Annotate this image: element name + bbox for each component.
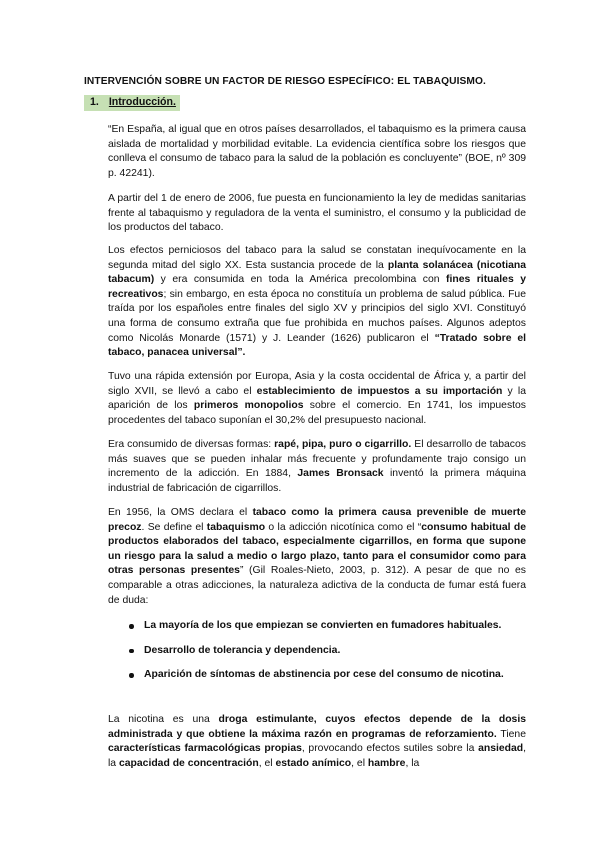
section-number: 1. <box>90 96 99 108</box>
paragraph-history: Los efectos perniciosos del tabaco para la salud se constatan inequívocamente en la segunda mitad del siglo XX. Esta sustancia procede de la planta solanácea (nicotiana tabacum) y era consumida en toda la América precolombina con fines rituales y recreativos; sin embargo, en esta época no constituía un problema de salud pública. Fue traída por los españoles entre finales del siglo XV y principios del siglo XVI. Constituyó una forma de consumo extraña que fue prohibida en muchos países. Algunos adeptos como Nicolás Monarde (1571) y J. Leander (1626) publicaron el “Tratado sobre el tabaco, panacea universal”. <box>108 245 526 359</box>
list-item: Desarrollo de tolerancia y dependencia. <box>108 644 526 659</box>
section-heading <box>84 95 180 111</box>
paragraph-who: En 1956, la OMS declara el tabaco como la primera causa prevenible de muerte precoz. Se define el tabaquismo o la adicción nicotínica como el “consumo habitual de productos elaborados del tabaco, especialmente cigarrillos, en forma que supone un riesgo para la salud a medio o largo plazo, tanto para el consumidor como para otras personas presentes” (Gil Roales-Nieto, 2003, p. 312). A pesar de que no es comparable a otras adicciones, la naturaleza adictiva de la conducta de fumar está fuera de duda: <box>108 507 527 606</box>
paragraph-quote: “En España, al igual que en otros países desarrollados, el tabaquismo es la primera causa aislada de mortalidad y morbilidad evitable. La evidencia científica sobre los riesgos que conlleva el consumo de tabaco para la salud de la población es concluyente” (BOE, nº 309 p. 42241). <box>108 124 526 179</box>
bullet-icon <box>129 673 134 678</box>
paragraph-nicotine: La nicotina es una droga estimulante, cuyos efectos depende de la dosis administrada y que obtiene la máxima razón en programas de reforzamiento. Tiene características farmacológicas propias, provocando efectos sutiles sobre la ansiedad, la capacidad de concentración, el estado anímico, el hambre, la <box>108 714 526 769</box>
addiction-list <box>108 619 526 693</box>
document-title: INTERVENCIÓN SOBRE UN FACTOR DE RIESGO ESPECÍFICO: EL TABAQUISMO. <box>84 76 486 87</box>
paragraph-expansion: Tuvo una rápida extensión por Europa, Asia y la costa occidental de África y, a partir del siglo XVII, se llevó a cabo el establecimiento de impuestos a su importación y la aparición de los primeros monopolios sobre el comercio. En 1741, los impuestos procedentes del tabaco suponían el 30,2% del presupuesto nacional. <box>108 371 526 426</box>
list-item: La mayoría de los que empiezan se convierten en fumadores habituales. <box>108 619 526 634</box>
list-item: Aparición de síntomas de abstinencia por cese del consumo de nicotina. <box>108 668 526 683</box>
section-label: Introducción. <box>108 96 176 108</box>
paragraph-forms: Era consumido de diversas formas: rapé, pipa, puro o cigarrillo. El desarrollo de tabacos más suaves que se pueden inhalar más frecuente y profundamente trajo consigo un incremento de la adicción. En 1884, James Bronsack inventó la primera máquina industrial de fabricación de cigarrillos. <box>108 439 526 494</box>
bullet-icon <box>129 649 134 654</box>
paragraph-law: A partir del 1 de enero de 2006, fue puesta en funcionamiento la ley de medidas sanitarias frente al tabaquismo y reguladora de la venta el suministro, el consumo y la publicidad de los productos del tabaco. <box>108 193 526 234</box>
bullet-icon <box>129 624 134 629</box>
